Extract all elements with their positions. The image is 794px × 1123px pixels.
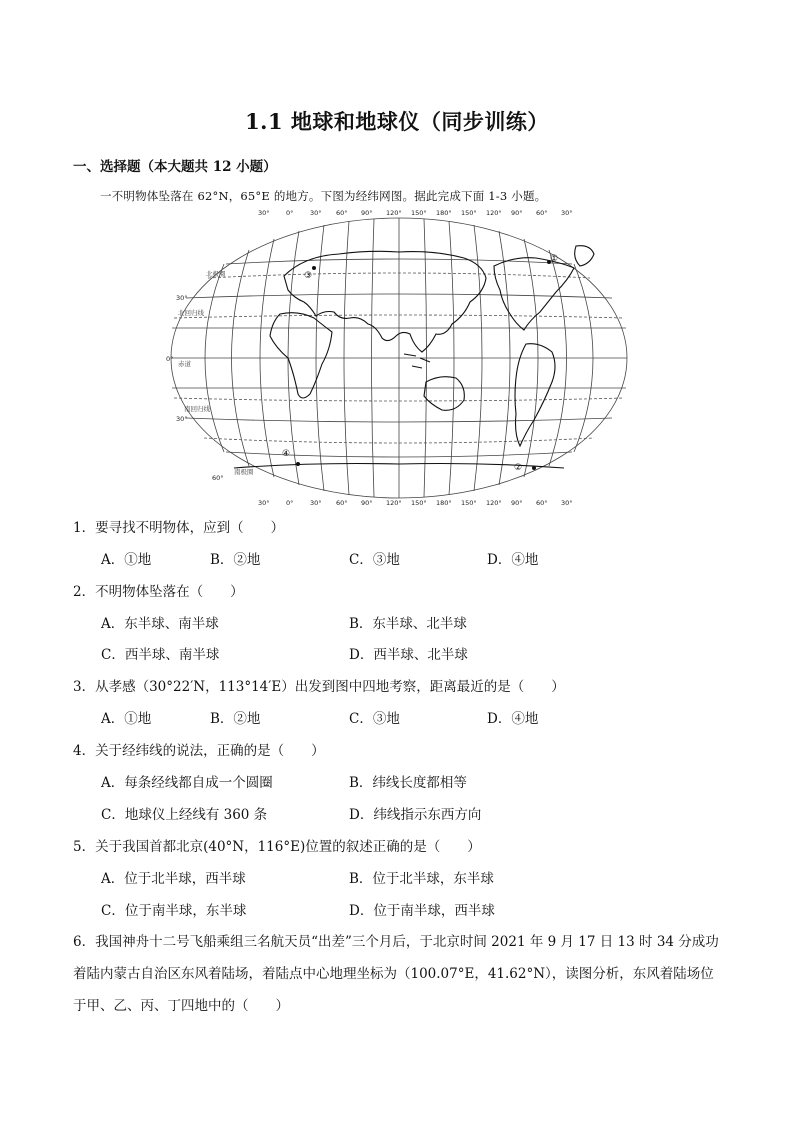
question-5-option-b: B．位于北半球，东半球 — [349, 871, 494, 887]
question-5-option-c: C．位于南半球，东半球 — [101, 903, 247, 919]
question-3-stem: 3．从孝感（30°22′N，113°14′E）出发到图中四地考察，距离最近的是（ ） — [73, 679, 565, 695]
bottom-lon-label: 120° — [386, 499, 402, 506]
question-1-option-b: B．②地 — [210, 552, 261, 568]
marker-4: ④ — [282, 449, 291, 459]
question-1-stem: 1．要寻找不明物体，应到（ ） — [73, 520, 285, 536]
marker-3: ③ — [304, 271, 313, 281]
question-2-option-c: C．西半球、南半球 — [101, 647, 220, 663]
bottom-lon-label: 150° — [461, 499, 477, 506]
tropic-capricorn-label: 南回归线 — [184, 405, 210, 413]
question-4-option-c: C．地球仪上经线有 360 条 — [101, 807, 268, 823]
question-2-option-b: B．东半球、北半球 — [349, 616, 467, 632]
lat-label: 30° — [176, 415, 188, 423]
bottom-lon-label: 90° — [361, 499, 373, 506]
question-4-option-d: D．纬线指示东西方向 — [349, 807, 482, 823]
question-5-stem: 5．关于我国首都北京(40°N，116°E)位置的叙述正确的是（ ） — [73, 839, 481, 855]
bottom-lon-label: 120° — [486, 499, 502, 506]
page-title: 1.1 地球和地球仪（同步训练） — [245, 109, 549, 134]
question-2-option-a: A．东半球、南半球 — [101, 616, 219, 632]
question-3-option-b: B．②地 — [210, 711, 261, 727]
bottom-lon-labels — [258, 499, 573, 506]
top-lon-label: 30° — [258, 209, 270, 217]
top-lon-label: 120° — [486, 209, 502, 217]
question-6-stem: 6．我国神舟十二号飞船乘组三名航天员“出差”三个月后，于北京时间 2021 年 9 月 17 日 13 时 34 分成功着陆内蒙古自治区东风着陆场，着陆点中心地理坐标为（100.07°E，41.62°N），读图分析，东风着陆场位于甲、乙、丙、丁四地中的（ ） — [73, 934, 719, 1014]
top-lon-label: 60° — [536, 209, 548, 217]
top-lon-label: 90° — [511, 209, 523, 217]
question-1-option-a: A．①地 — [101, 552, 152, 568]
question-3-option-a: A．①地 — [101, 711, 152, 727]
bottom-lon-label: 30° — [310, 499, 322, 506]
top-lon-label: 30° — [561, 209, 573, 217]
top-lon-label: 150° — [461, 209, 477, 217]
lat-label: 0° — [166, 355, 174, 363]
question-3-option-d: D．④地 — [487, 711, 539, 727]
bottom-lon-label: 180° — [436, 499, 452, 506]
section-heading: 一、选择题（本大题共 12 小题） — [73, 159, 277, 175]
bottom-lon-label: 60° — [336, 499, 348, 506]
question-1-option-c: C．③地 — [349, 552, 400, 568]
tropic-cancer-label: 北回归线 — [178, 309, 204, 317]
top-lon-label: 30° — [310, 209, 322, 217]
marker-1: ① — [550, 254, 559, 264]
intro-text: 一不明物体坠落在 62°N，65°E 的地方。下图为经纬网图。据此完成下面 1-3 小题。 — [100, 189, 547, 203]
bottom-lon-label: 30° — [258, 499, 270, 506]
question-4-option-b: B．纬线长度都相等 — [349, 775, 467, 791]
question-2-stem: 2．不明物体坠落在（ ） — [73, 584, 244, 600]
top-lon-label: 60° — [336, 209, 348, 217]
arctic-circle-label: 北极圈 — [206, 270, 226, 278]
lat-label: 60° — [212, 474, 224, 482]
top-lon-label: 150° — [411, 209, 427, 217]
bottom-lon-label: 60° — [536, 499, 548, 506]
bottom-lon-label: 0° — [286, 499, 294, 506]
question-5-option-d: D．位于南半球，西半球 — [349, 903, 495, 919]
question-5-option-a: A．位于北半球，西半球 — [101, 871, 246, 887]
equator-label: 赤道 — [178, 360, 191, 368]
question-4-stem: 4．关于经纬线的说法，正确的是（ ） — [73, 743, 325, 759]
location-markers — [282, 254, 558, 473]
antarctic-circle-label: 南极圈 — [234, 468, 254, 476]
top-lon-labels — [258, 209, 573, 217]
bottom-lon-label: 90° — [511, 499, 523, 506]
question-3-option-c: C．③地 — [349, 711, 400, 727]
world-map-figure — [164, 206, 634, 506]
top-lon-label: 0° — [286, 209, 294, 217]
bottom-lon-label: 30° — [561, 499, 573, 506]
top-lon-label: 180° — [436, 209, 452, 217]
bottom-lon-label: 150° — [411, 499, 427, 506]
question-4-option-a: A．每条经线都自成一个圆圈 — [101, 775, 273, 791]
marker-2: ② — [514, 463, 523, 473]
question-2-option-d: D．西半球、北半球 — [349, 647, 468, 663]
lat-label: 30° — [176, 294, 188, 302]
top-lon-label: 120° — [386, 209, 402, 217]
top-lon-label: 90° — [361, 209, 373, 217]
question-1-option-d: D．④地 — [487, 552, 539, 568]
